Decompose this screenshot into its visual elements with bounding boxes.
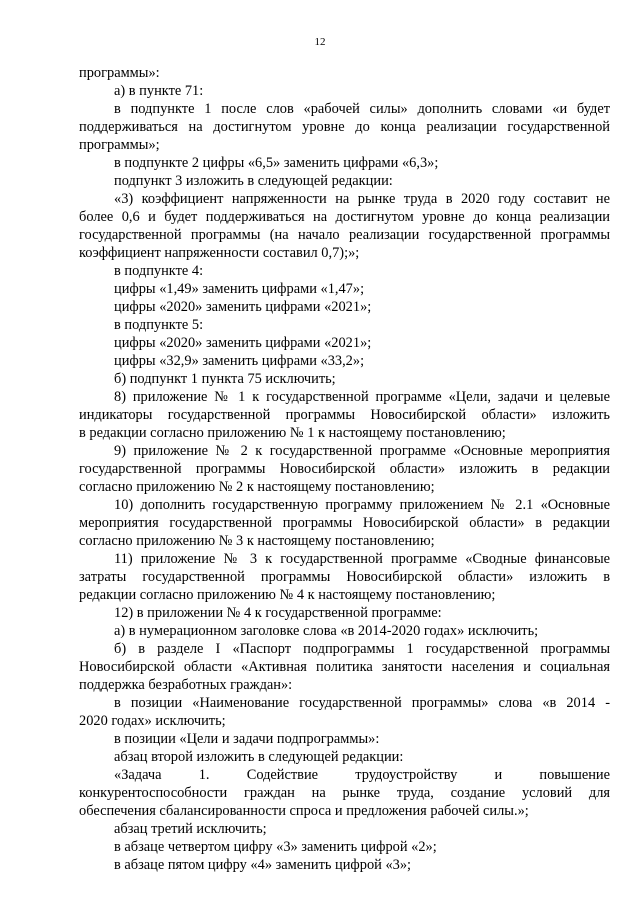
text-line: в абзаце четвертом цифру «3» заменить цифрой «2»; <box>114 839 437 855</box>
text-line: абзац второй изложить в следующей редакции: <box>114 749 404 765</box>
text-line: 8) приложение № 1 к государственной программе «Цели, задачи и целевые <box>114 389 610 405</box>
text-line: более 0,6 и будет поддерживаться на достигнутом уровне до конца реализации <box>79 209 610 225</box>
text-line: б) подпункт 1 пункта 75 исключить; <box>114 371 336 387</box>
text-line: мероприятия государственной программы Новосибирской области» в редакции <box>79 515 610 531</box>
text-line: абзац третий исключить; <box>114 821 267 837</box>
text-line: государственной программы (на начало реализации государственной программы <box>79 227 610 243</box>
text-line: в подпункте 4: <box>114 263 204 279</box>
text-line: б) в разделе I «Паспорт подпрограммы 1 государственной программы <box>114 641 610 657</box>
text-line: 9) приложение № 2 к государственной программе «Основные мероприятия <box>114 443 610 459</box>
text-line: в позиции «Цели и задачи подпрограммы»: <box>114 731 380 747</box>
text-line: подпункт 3 изложить в следующей редакции: <box>114 173 393 189</box>
document-body <box>79 64 610 874</box>
text-line: «3) коэффициент напряженности на рынке труда в 2020 году составит не <box>114 191 610 207</box>
text-line: в редакции согласно приложению № 1 к настоящему постановлению; <box>79 425 506 441</box>
text-line: согласно приложению № 2 к настоящему постановлению; <box>79 479 435 495</box>
text-line: программы»; <box>79 137 160 153</box>
text-line: а) в пункте 71: <box>114 83 204 99</box>
text-line: а) в нумерационном заголовке слова «в 2014-2020 годах» исключить; <box>114 623 539 639</box>
text-line: «Задача 1. Содействие трудоустройству и повышение <box>114 767 610 783</box>
text-line: конкурентоспособности граждан на рынке труда, создание условий для <box>79 785 610 801</box>
page-number: 12 <box>314 36 326 48</box>
text-line: цифры «2020» заменить цифрами «2021»; <box>114 335 372 351</box>
text-line: 2020 годах» исключить; <box>79 713 226 729</box>
text-line: государственной программы Новосибирской области» изложить в редакции <box>79 461 610 477</box>
text-line: цифры «32,9» заменить цифрами «33,2»; <box>114 353 365 369</box>
text-line: в подпункте 2 цифры «6,5» заменить цифрами «6,3»; <box>114 155 439 171</box>
text-line: редакции согласно приложению № 4 к настоящему постановлению; <box>79 587 496 603</box>
text-line: Новосибирской области «Активная политика занятости населения и социальная <box>79 659 610 675</box>
text-line: индикаторы государственной программы Новосибирской области» изложить <box>79 407 610 423</box>
text-line: 11) приложение № 3 к государственной программе «Сводные финансовые <box>114 551 610 567</box>
text-line: затраты государственной программы Новосибирской области» изложить в <box>79 569 610 585</box>
text-line: согласно приложению № 3 к настоящему постановлению; <box>79 533 435 549</box>
text-line: программы»: <box>79 65 160 81</box>
text-line: в позиции «Наименование государственной программы» слова «в 2014 - <box>114 695 610 711</box>
text-line: цифры «2020» заменить цифрами «2021»; <box>114 299 372 315</box>
text-line: 10) дополнить государственную программу приложением № 2.1 «Основные <box>114 497 610 513</box>
text-line: в абзаце пятом цифру «4» заменить цифрой «3»; <box>114 857 412 873</box>
text-line: коэффициент напряженности составил 0,7);»; <box>79 245 360 261</box>
text-line: поддержка безработных граждан»: <box>79 677 293 693</box>
text-line: 12) в приложении № 4 к государственной программе: <box>114 605 442 621</box>
text-line: поддерживаться на достигнутом уровне до конца реализации государственной <box>79 119 610 135</box>
text-line: обеспечения сбалансированности спроса и предложения рабочей силы.»; <box>79 803 529 819</box>
text-line: цифры «1,49» заменить цифрами «1,47»; <box>114 281 365 297</box>
text-line: в подпункте 1 после слов «рабочей силы» дополнить словами «и будет <box>114 101 610 117</box>
text-line: в подпункте 5: <box>114 317 204 333</box>
